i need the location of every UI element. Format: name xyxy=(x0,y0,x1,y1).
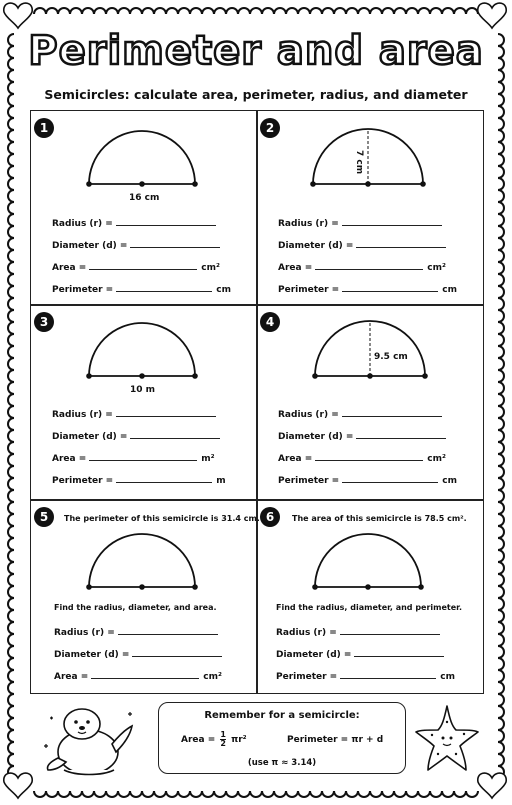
diameter-label: Diameter (d) = xyxy=(52,241,128,251)
answer-blank[interactable] xyxy=(356,429,446,439)
problem-2 xyxy=(258,112,482,306)
diameter-label: Diameter (d) = xyxy=(54,650,130,660)
unit-label: cm² xyxy=(201,263,220,273)
area-formula-expression: πr² xyxy=(231,735,247,745)
fraction-numerator: 1 xyxy=(220,730,226,739)
area-label: Area = xyxy=(278,263,313,273)
perimeter-label: Perimeter = xyxy=(52,476,114,486)
given-info: The perimeter of this semicircle is 31.4 cm. xyxy=(64,514,260,523)
diameter-label: Diameter (d) = xyxy=(278,241,354,251)
answer-blank[interactable] xyxy=(116,216,216,226)
formula-title: Remember for a semicircle: xyxy=(204,710,360,721)
unit-label: cm² xyxy=(427,454,446,464)
task-prompt: Find the radius, diameter, and area. xyxy=(54,603,217,612)
heart-icon xyxy=(4,3,32,28)
unit-label: m² xyxy=(201,454,215,464)
area-label: Area = xyxy=(278,454,313,464)
radius-label: Radius (r) = xyxy=(52,410,113,420)
answer-blank[interactable] xyxy=(89,260,197,270)
problem-number: 2 xyxy=(260,118,280,138)
radius-label: Radius (r) = xyxy=(278,410,339,420)
answer-blank[interactable] xyxy=(342,473,438,483)
area-formula xyxy=(181,731,247,748)
semicircle-diagram xyxy=(258,112,482,212)
problem-5 xyxy=(32,501,260,695)
measurement-label: 16 cm xyxy=(129,193,160,203)
unit-label: cm² xyxy=(203,672,222,682)
diameter-label: Diameter (d) = xyxy=(52,432,128,442)
perimeter-label: Perimeter = xyxy=(52,285,114,295)
unit-label: cm xyxy=(442,285,457,295)
answer-blank[interactable] xyxy=(91,669,199,679)
area-label: Area = xyxy=(52,263,87,273)
heart-icon xyxy=(478,3,506,28)
problem-number: 5 xyxy=(34,507,54,527)
semicircle-diagram xyxy=(258,306,482,406)
problem-number: 6 xyxy=(260,507,280,527)
problem-number: 3 xyxy=(34,312,54,332)
answer-blank[interactable] xyxy=(132,647,222,657)
answer-blank[interactable] xyxy=(118,625,218,635)
answer-blank[interactable] xyxy=(89,451,197,461)
formula-reminder xyxy=(158,702,406,774)
radius-label: Radius (r) = xyxy=(52,219,113,229)
answer-blank[interactable] xyxy=(130,238,220,248)
heart-icon xyxy=(478,773,506,798)
problem-number: 4 xyxy=(260,312,280,332)
answer-blank[interactable] xyxy=(340,625,440,635)
problem-6 xyxy=(258,501,482,695)
answer-blank[interactable] xyxy=(116,473,212,483)
measurement-label: 9.5 cm xyxy=(374,352,408,362)
radius-label: Radius (r) = xyxy=(278,219,339,229)
fraction-denominator: 2 xyxy=(220,739,226,748)
answer-blank[interactable] xyxy=(116,282,212,292)
starfish-illustration xyxy=(412,702,482,774)
seal-illustration xyxy=(36,700,140,780)
problem-number: 1 xyxy=(34,118,54,138)
answer-blank[interactable] xyxy=(342,282,438,292)
given-info: The area of this semicircle is 78.5 cm². xyxy=(292,514,467,523)
radius-label: Radius (r) = xyxy=(54,628,115,638)
problem-3 xyxy=(32,306,256,500)
area-formula-label: Area = xyxy=(181,735,216,745)
answer-blank[interactable] xyxy=(342,216,442,226)
pi-note: (use π ≈ 3.14) xyxy=(247,758,317,768)
problem-4 xyxy=(258,306,482,500)
unit-label: m xyxy=(216,476,226,486)
answer-blank[interactable] xyxy=(354,647,444,657)
page-title: Perimeter and area xyxy=(28,28,484,74)
unit-label: cm xyxy=(216,285,231,295)
area-label: Area = xyxy=(54,672,89,682)
diameter-label: Diameter (d) = xyxy=(278,432,354,442)
perimeter-label: Perimeter = xyxy=(276,672,338,682)
perimeter-formula: Perimeter = πr + d xyxy=(287,735,384,745)
answer-blank[interactable] xyxy=(130,429,220,439)
answer-blank[interactable] xyxy=(116,407,216,417)
semicircle-diagram xyxy=(258,501,482,601)
unit-label: cm xyxy=(440,672,455,682)
semicircle-diagram xyxy=(32,501,256,601)
perimeter-label: Perimeter = xyxy=(278,476,340,486)
answer-blank[interactable] xyxy=(315,260,423,270)
page-subtitle: Semicircles: calculate area, perimeter, radius, and diameter xyxy=(44,87,468,102)
answer-blank[interactable] xyxy=(342,407,442,417)
answer-blank[interactable] xyxy=(315,451,423,461)
perimeter-label: Perimeter = xyxy=(278,285,340,295)
radius-label: Radius (r) = xyxy=(276,628,337,638)
answer-blank[interactable] xyxy=(356,238,446,248)
task-prompt: Find the radius, diameter, and perimeter. xyxy=(276,603,463,612)
measurement-label: 7 cm xyxy=(354,150,364,175)
answer-blank[interactable] xyxy=(340,669,436,679)
unit-label: cm xyxy=(442,476,457,486)
problem-1 xyxy=(32,112,256,306)
diameter-label: Diameter (d) = xyxy=(276,650,352,660)
unit-label: cm² xyxy=(427,263,446,273)
heart-icon xyxy=(4,773,32,798)
measurement-label: 10 m xyxy=(130,385,156,395)
area-label: Area = xyxy=(52,454,87,464)
